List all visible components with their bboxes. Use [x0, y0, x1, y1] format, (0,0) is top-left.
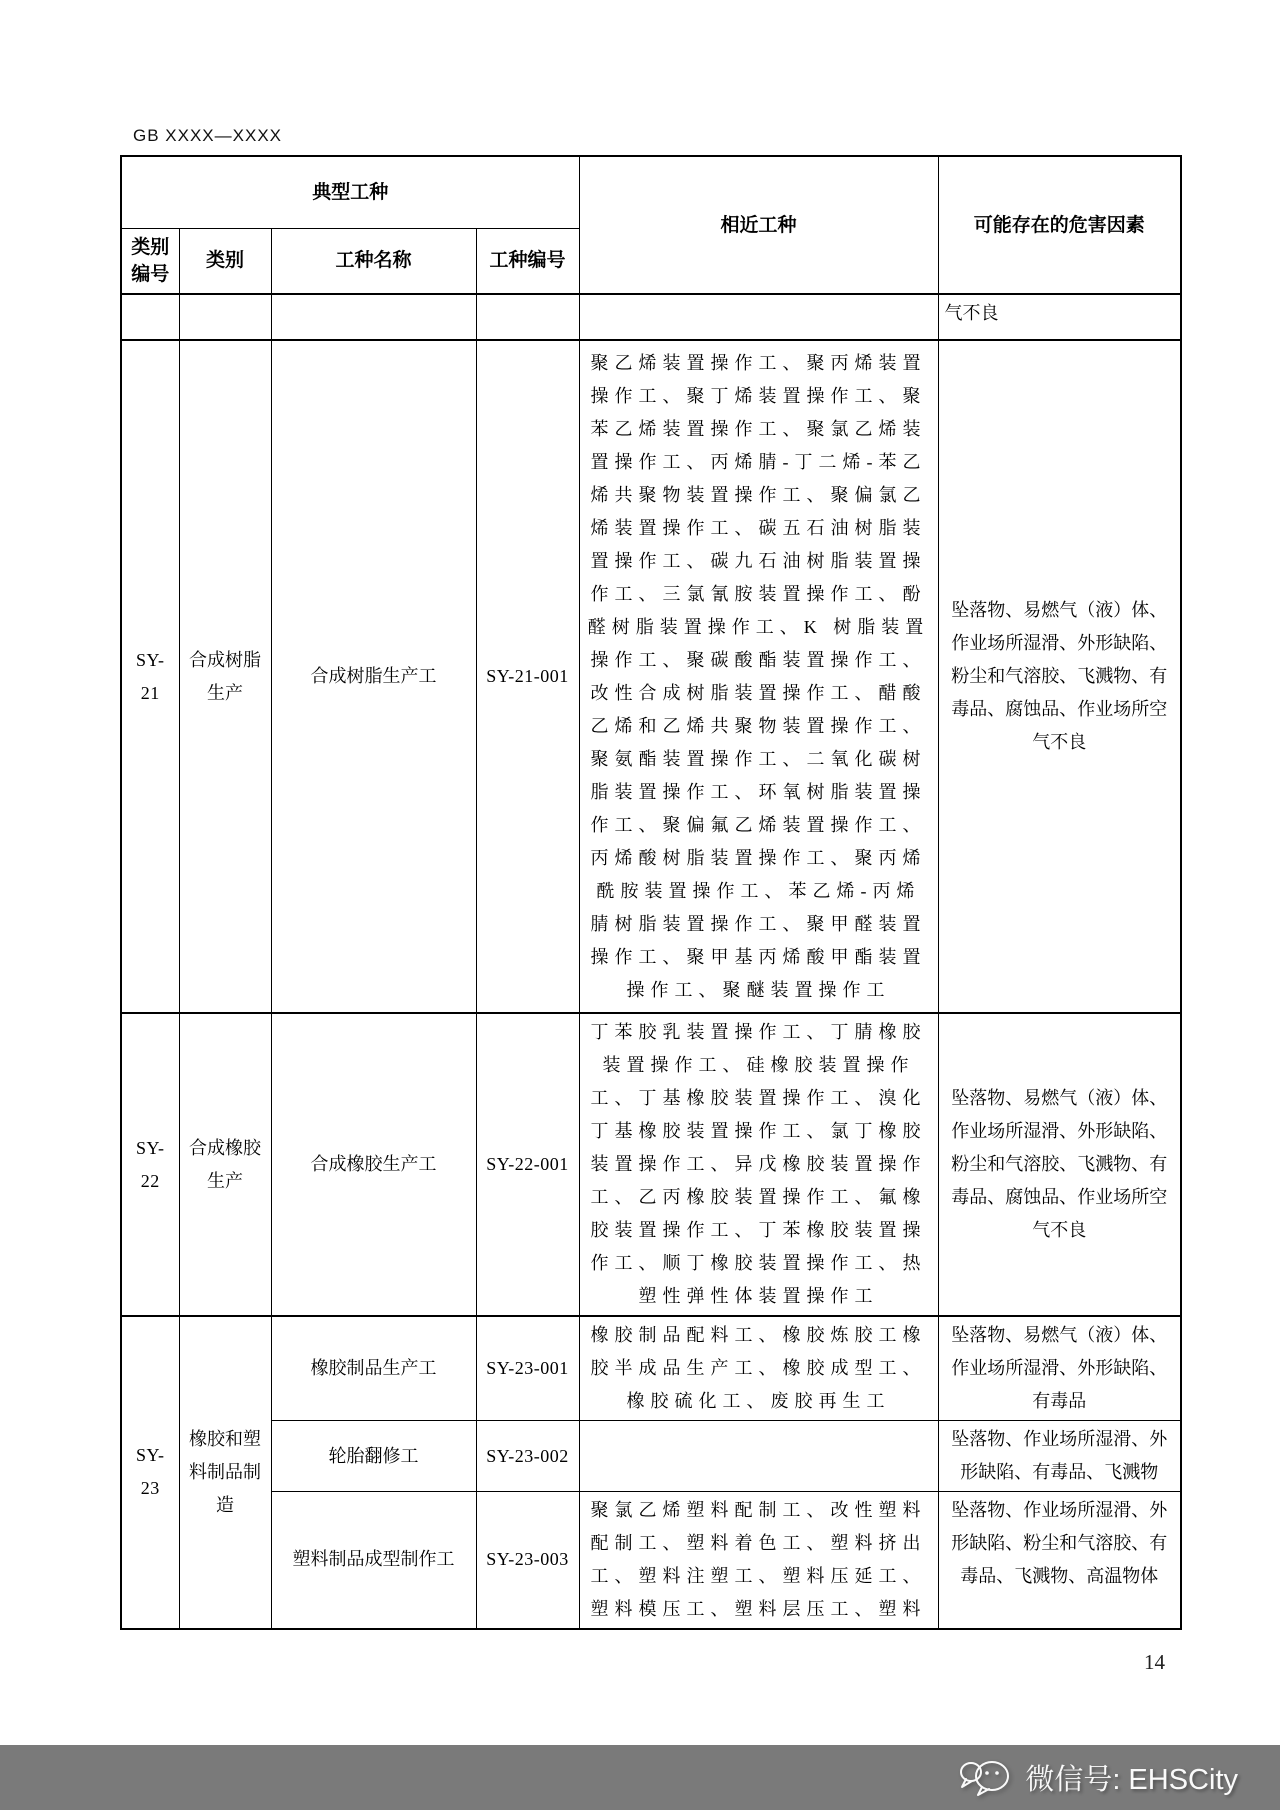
job-no: SY-23-001	[476, 1316, 579, 1421]
job-name: 塑料制品成型制作工	[271, 1492, 476, 1629]
header-job-no: 工种编号	[476, 228, 579, 294]
header-category-no: 类别编号	[121, 228, 179, 294]
similar-jobs	[579, 1316, 938, 1421]
table-row-carryover	[121, 294, 1181, 340]
header-typical-jobs: 典型工种	[121, 156, 579, 228]
header-similar-jobs: 相近工种	[579, 156, 938, 294]
table-row-sy23-003	[121, 1492, 1181, 1629]
similar-jobs-text: 橡胶制品配料工、橡胶炼胶工橡胶半成品生产工、橡胶成型工、橡胶硫化工、废胶再生工	[590, 1325, 927, 1411]
similar-jobs-text: 聚乙烯装置操作工、聚丙烯装置操作工、聚丁烯装置操作工、聚苯乙烯装置操作工、聚氯乙烯装置操作工、丙烯腈-丁二烯-苯乙烯共聚物装置操作工、聚偏氯乙烯装置操作工、碳五石油树脂装置操作工、碳九石油树脂装置操作工、三氯氰胺装置操作工、酚醛树脂装置操作工、K 树脂装置操作工、聚碳酸酯装置操作工、改性合成树脂装置操作工、醋酸乙烯和乙烯共聚物装置操作工、聚氨酯装置操作工、二氧化碳树脂装置操作工、环氧树脂装置操作工、聚偏氟乙烯装置操作工、丙烯酸树脂装置操作工、聚丙烯酰胺装置操作工、苯乙烯-丙烯腈树脂装置操作工、聚甲醛装置操作工、聚甲基丙烯酸甲酯装置操作工、聚醚装置操作工	[587, 352, 930, 1000]
similar-jobs	[579, 1492, 938, 1629]
job-name: 轮胎翻修工	[271, 1421, 476, 1492]
similar-jobs	[579, 1013, 938, 1316]
category: 合成橡胶生产	[179, 1013, 271, 1316]
hazards: 坠落物、易燃气（液）体、作业场所湿滑、外形缺陷、粉尘和气溶胶、飞溅物、有毒品、腐蚀品、作业场所空气不良	[938, 1013, 1181, 1316]
category-no: SY-23	[121, 1316, 179, 1629]
job-name: 合成橡胶生产工	[271, 1013, 476, 1316]
table-row-sy22	[121, 1013, 1181, 1316]
job-no: SY-22-001	[476, 1013, 579, 1316]
header-job-name: 工种名称	[271, 228, 476, 294]
job-no: SY-23-002	[476, 1421, 579, 1492]
empty-cell	[579, 294, 938, 340]
table-row-sy23-002	[121, 1421, 1181, 1492]
job-no: SY-23-003	[476, 1492, 579, 1629]
table-row-sy21	[121, 340, 1181, 1013]
empty-cell	[179, 294, 271, 340]
similar-jobs	[579, 340, 938, 1013]
hazards: 坠落物、易燃气（液）体、作业场所湿滑、外形缺陷、粉尘和气溶胶、飞溅物、有毒品、腐蚀品、作业场所空气不良	[938, 340, 1181, 1013]
wechat-account-label: 微信号: EHSCity	[1025, 1764, 1238, 1796]
similar-jobs-text: 丁苯胶乳装置操作工、丁腈橡胶装置操作工、硅橡胶装置操作工、丁基橡胶装置操作工、溴化丁基橡胶装置操作工、氯丁橡胶装置操作工、异戊橡胶装置操作工、乙丙橡胶装置操作工、氟橡胶装置操作工、丁苯橡胶装置操作工、顺丁橡胶装置操作工、热塑性弹性体装置操作工	[590, 1022, 927, 1306]
job-name: 合成树脂生产工	[271, 340, 476, 1013]
watermark-bar	[0, 1745, 1280, 1810]
similar-jobs-text: 聚氯乙烯塑料配制工、改性塑料配制工、塑料着色工、塑料挤出工、塑料注塑工、塑料压延工、塑料模压工、塑料层压工、塑料	[590, 1500, 927, 1620]
job-hazard-table	[120, 155, 1182, 1630]
hazards-continued: 气不良	[938, 294, 1181, 340]
hazards: 坠落物、作业场所湿滑、外形缺陷、粉尘和气溶胶、有毒品、飞溅物、高温物体	[938, 1492, 1181, 1629]
page-number: 14	[1144, 1650, 1165, 1674]
table-row-sy23-001	[121, 1316, 1181, 1421]
similar-jobs	[579, 1421, 938, 1492]
hazards: 坠落物、作业场所湿滑、外形缺陷、有毒品、飞溅物	[938, 1421, 1181, 1492]
wechat-icon	[959, 1756, 1013, 1800]
hazards: 坠落物、易燃气（液）体、作业场所湿滑、外形缺陷、有毒品	[938, 1316, 1181, 1421]
empty-cell	[121, 294, 179, 340]
category: 橡胶和塑料制品制造	[179, 1316, 271, 1629]
standard-code: GB XXXX—XXXX	[133, 126, 282, 145]
category-no: SY-21	[121, 340, 179, 1013]
job-name: 橡胶制品生产工	[271, 1316, 476, 1421]
header-hazards: 可能存在的危害因素	[938, 156, 1181, 294]
empty-cell	[271, 294, 476, 340]
job-no: SY-21-001	[476, 340, 579, 1013]
empty-cell	[476, 294, 579, 340]
header-category: 类别	[179, 228, 271, 294]
category: 合成树脂生产	[179, 340, 271, 1013]
table-header-row-1	[121, 156, 1181, 228]
category-no: SY-22	[121, 1013, 179, 1316]
